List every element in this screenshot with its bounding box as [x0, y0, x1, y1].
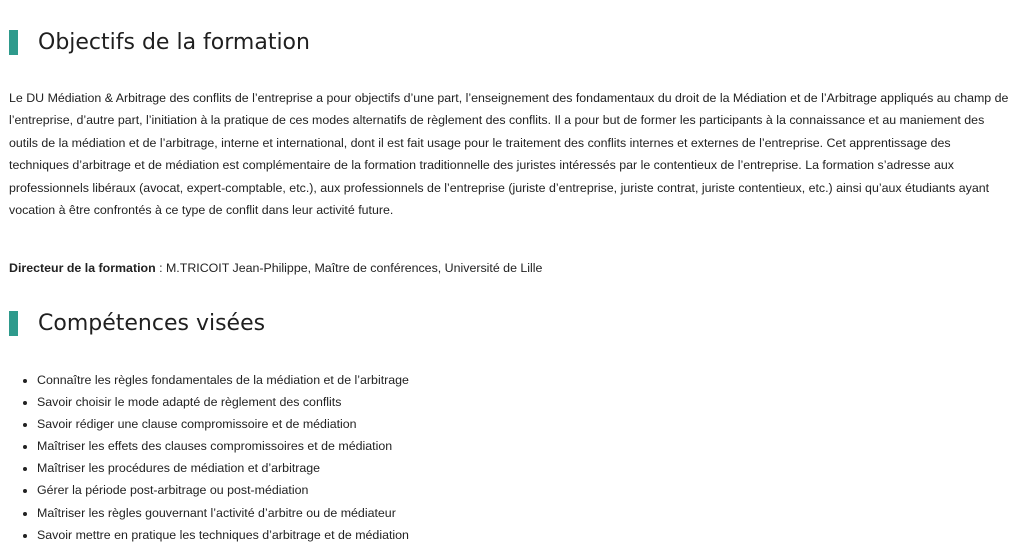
heading-accent-bar — [9, 30, 18, 55]
list-item: • Gérer la période post-arbitrage ou post-médiation — [37, 479, 409, 501]
skills-list — [9, 369, 409, 546]
heading-accent-bar — [9, 311, 18, 336]
director-value: : M.TRICOIT Jean-Philippe, Maître de conférences, Université de Lille — [155, 261, 543, 275]
list-item: • Maîtriser les règles gouvernant l’activité d’arbitre ou de médiateur — [37, 502, 409, 524]
list-item: • Maîtriser les procédures de médiation et d’arbitrage — [37, 457, 409, 479]
section-heading-competences — [9, 311, 265, 336]
objectifs-paragraph: Le DU Médiation & Arbitrage des conflits de l’entreprise a pour objectifs d’une part, l’enseignement des fondamentaux du droit de la Médiation et de l’Arbitrage appliqués au champ de l’entreprise, d’autre part, l’initiation à la pratique de ces modes alternatifs de règlement des conflits. Il a pour but de former les participants à la connaissance et au maniement des outils de la médiation et de l’arbitrage, interne et international, dont il est fait usage pour le traitement des conflits internes et externes de l’entreprise. Cet apprentissage des techniques d’arbitrage et de médiation est complémentaire de la formation traditionnelle des juristes intéressés par le contentieux de l’entreprise. La formation s’adresse aux professionnels libéraux (avocat, expert-comptable, etc.), aux professionnels de l’entreprise (juriste d’entreprise, juriste contrat, juriste contentieux, etc.) ainsi qu’aux étudiants ayant vocation à être confrontés à ce type de conflit dans leur activité future. — [9, 91, 1009, 218]
section-title: Compétences visées — [38, 311, 266, 336]
director-label: Directeur de la formation — [9, 261, 156, 275]
list-item: • Savoir rédiger une clause compromissoire et de médiation — [37, 413, 409, 435]
list-item: • Maîtriser les effets des clauses compromissoires et de médiation — [37, 435, 409, 457]
list-item: • Savoir mettre en pratique les techniques d’arbitrage et de médiation — [37, 524, 409, 546]
list-item: • Connaître les règles fondamentales de la médiation et de l’arbitrage — [37, 369, 409, 391]
director-line — [9, 257, 542, 279]
list-item: • Savoir choisir le mode adapté de règlement des conflits — [37, 391, 409, 413]
section-title: Objectifs de la formation — [38, 30, 310, 55]
section-heading-objectifs — [9, 30, 310, 55]
